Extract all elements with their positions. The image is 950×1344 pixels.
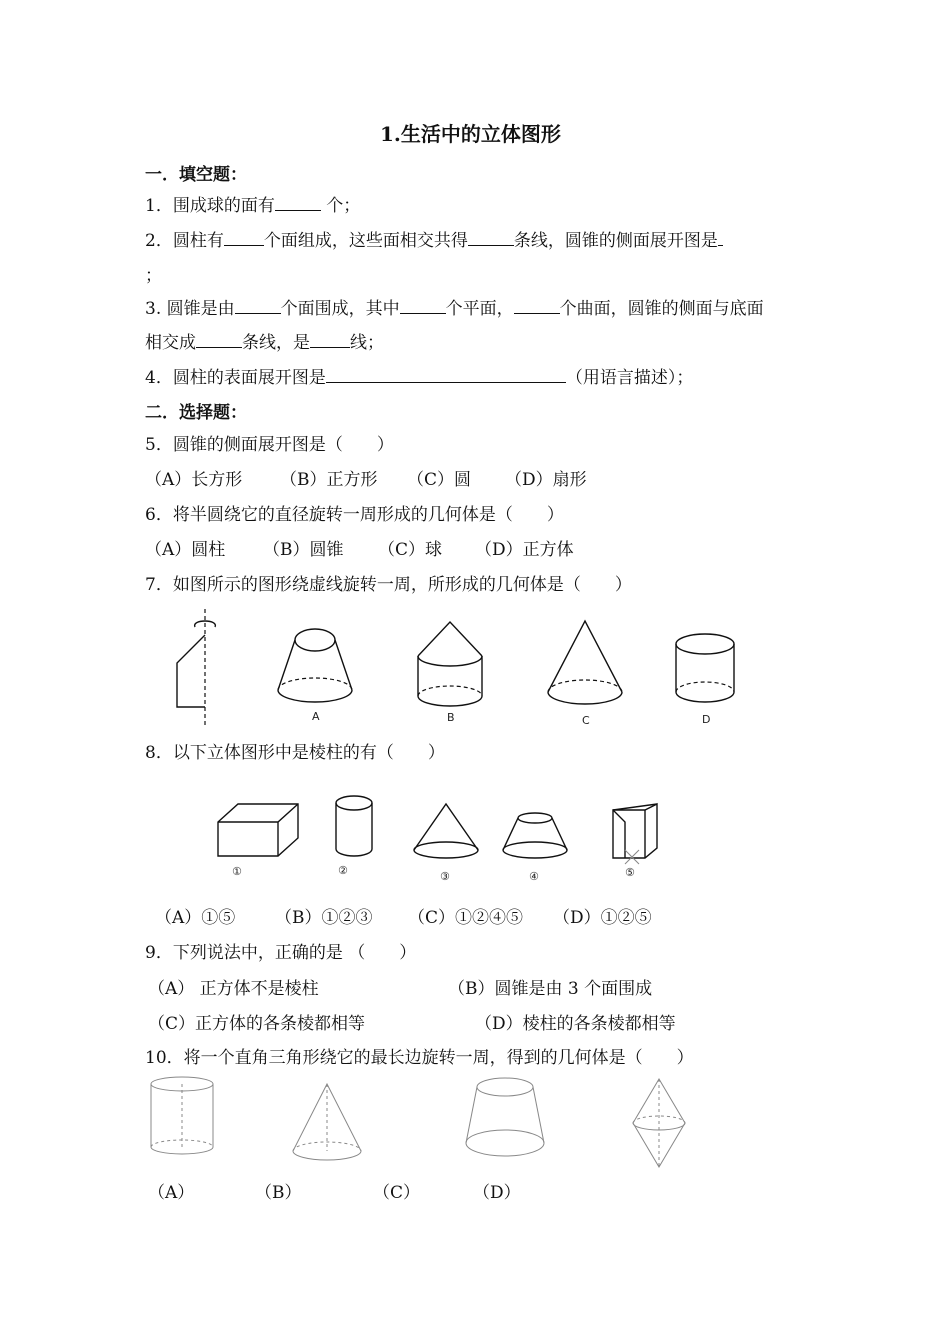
q9-option-a[interactable]: （A） 正方体不是棱柱 (148, 979, 319, 999)
q6-option-b[interactable]: （B）圆锥 (263, 540, 344, 560)
q3-blank-3[interactable] (514, 295, 560, 314)
q7-option-d-figure (670, 630, 750, 730)
q2-blank-1[interactable] (224, 227, 264, 246)
q7-option-c-figure (540, 615, 630, 725)
q5-option-a[interactable]: （A）长方形 (145, 470, 243, 490)
q2-text-a: 2．圆柱有 (145, 231, 224, 251)
q3-text-d: 个曲面，圆锥的侧面与底面 (559, 299, 764, 319)
q3-text-e: 相交成 (145, 333, 196, 353)
q7-label-d: D (702, 713, 711, 726)
question-2 (145, 226, 723, 251)
q10-option-a-figure (145, 1075, 225, 1160)
q2-blank-2[interactable] (468, 227, 514, 246)
q7-figure-rotation-shape (165, 605, 225, 730)
question-9-stem: 9．下列说法中，正确的是 （ ） (145, 943, 417, 963)
q1-text-pre: 1．围成球的面有 (145, 196, 275, 216)
question-5-stem: 5．圆锥的侧面展开图是（ ） (145, 435, 394, 455)
q8-label-3: ③ (440, 870, 450, 883)
q5-option-c[interactable]: （C）圆 (407, 470, 472, 490)
q6-option-a[interactable]: （A）圆柱 (145, 540, 226, 560)
question-3 (145, 294, 764, 319)
q3-blank-4[interactable] (196, 329, 242, 348)
q7-option-a-figure (270, 625, 360, 735)
q7-option-b-figure (410, 618, 500, 728)
q3-text-c: 个平面， (445, 299, 514, 319)
q3-text-a: 3. 圆锥是由 (145, 299, 235, 319)
q3-blank-1[interactable] (235, 295, 281, 314)
q7-label-b: B (447, 711, 455, 724)
q6-option-c[interactable]: （C）球 (378, 540, 443, 560)
page-title: 1.生活中的立体图形 (380, 122, 561, 146)
question-6-stem: 6．将半圆绕它的直径旋转一周形成的几何体是（ ） (145, 505, 564, 525)
question-8-stem: 8．以下立体图形中是棱柱的有（ ） (145, 743, 445, 763)
q8-figure-3-cone (408, 800, 488, 885)
q8-label-5: ⑤ (625, 866, 635, 879)
q8-option-a[interactable]: （A）①⑤ (155, 908, 236, 928)
section-fill-blank: 一．填空题： (145, 165, 247, 185)
profile-polyline (177, 635, 205, 707)
q10-label-a[interactable]: （A） (148, 1183, 195, 1203)
section-multiple-choice: 二．选择题： (145, 403, 247, 423)
q1-blank[interactable] (275, 192, 321, 211)
q4-text-pre: 4．圆柱的表面展开图是 (145, 368, 326, 388)
q3-text-f: 条线，是 (242, 333, 310, 353)
q10-option-c-figure (460, 1075, 550, 1165)
q10-label-d[interactable]: （D） (473, 1183, 521, 1203)
q8-figure-4-frustum (497, 810, 577, 885)
question-10-stem: 10．将一个直角三角形绕它的最长边旋转一周，得到的几何体是（ ） (145, 1048, 694, 1068)
q4-blank[interactable] (326, 364, 566, 383)
q8-label-4: ④ (529, 870, 539, 883)
q9-option-d[interactable]: （D）棱柱的各条棱都相等 (475, 1014, 676, 1034)
q7-label-a: A (312, 710, 320, 723)
q2-text-b: 个面组成，这些面相交共得 (263, 231, 468, 251)
q2-text-c: 条线，圆锥的侧面展开图是 (513, 231, 718, 251)
q8-figure-5-prism (605, 800, 665, 885)
question-7-stem: 7．如图所示的图形绕虚线旋转一周，所形成的几何体是（ ） (145, 575, 632, 595)
q8-label-1: ① (232, 865, 242, 878)
q6-option-d[interactable]: （D）正方体 (475, 540, 574, 560)
q10-option-d-figure (625, 1075, 695, 1170)
question-4 (145, 363, 693, 388)
q3-blank-2[interactable] (400, 295, 446, 314)
q8-option-d[interactable]: （D）①②⑤ (553, 908, 652, 928)
question-1 (145, 191, 360, 216)
q8-option-b[interactable]: （B）①②③ (275, 908, 373, 928)
q5-option-d[interactable]: （D）扇形 (505, 470, 587, 490)
q2-blank-3[interactable] (718, 227, 723, 246)
question-3-line2 (145, 328, 384, 353)
q7-label-c: C (582, 714, 590, 727)
q10-label-b[interactable]: （B） (255, 1183, 302, 1203)
q2-text-d: ； (145, 266, 162, 286)
q3-text-b: 个面围成，其中 (280, 299, 400, 319)
q5-option-b[interactable]: （B）正方形 (280, 470, 378, 490)
q8-figure-1-cuboid (212, 800, 302, 880)
q10-option-b-figure (287, 1078, 367, 1168)
q8-figure-2-cylinder (330, 793, 380, 883)
q9-option-c[interactable]: （C）正方体的各条棱都相等 (148, 1014, 366, 1034)
q3-text-g: 线； (350, 333, 384, 353)
q10-label-c[interactable]: （C） (373, 1183, 421, 1203)
q8-label-2: ② (338, 864, 348, 877)
q1-text-post: 个； (320, 196, 361, 216)
q8-option-c[interactable]: （C）①②④⑤ (408, 908, 524, 928)
q3-blank-5[interactable] (310, 329, 350, 348)
q9-option-b[interactable]: （B）圆锥是由 3 个面围成 (448, 979, 653, 999)
q4-text-post: （用语言描述）； (565, 368, 694, 388)
